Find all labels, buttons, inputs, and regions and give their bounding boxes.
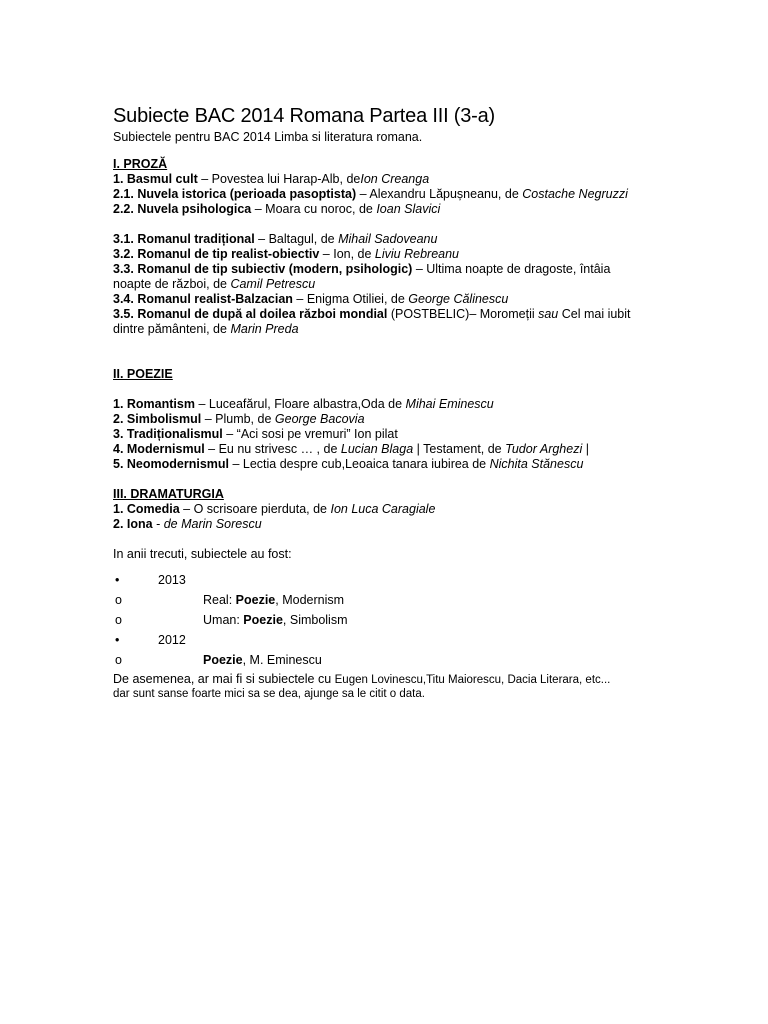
bullet-marker: • [115, 573, 120, 587]
dramaturgia-item: 1. Comedia – O scrisoare pierduta, de Ion Luca Caragiale [113, 502, 436, 516]
proza-item: 1. Basmul cult – Povestea lui Harap-Alb, deIon Creanga [113, 172, 430, 186]
list-item-year: • 2013 [113, 570, 733, 590]
dramaturgia-item: 2. Iona - de Marin Sorescu [113, 517, 262, 531]
page-title: Subiecte BAC 2014 Romana Partea III (3-a) [113, 105, 496, 127]
list-item-sub: o Real: Poezie, Modernism [113, 590, 733, 610]
sub-marker: o [115, 613, 122, 627]
proza-item: 3.2. Romanul de tip realist-obiectiv – Ion, de Liviu Rebreanu [113, 247, 460, 261]
bullet-marker: • [115, 633, 120, 647]
poezie-item: 4. Modernismul – Eu nu strivesc … , de Lucian Blaga | Testament, de Tudor Arghezi | [113, 442, 589, 456]
list-item-sub: o Poezie, M. Eminescu [113, 650, 733, 670]
section-heading-proza: I. PROZĂ [113, 157, 168, 171]
proza-item: 3.5. Romanul de după al doilea război mondial (POSTBELIC)– Moromeții sau Cel mai iubit dintre pământeni, de Marin Preda [113, 307, 631, 336]
proza-item: 2.1. Nuvela istorica (perioada pasoptista) – Alexandru Lăpușneanu, de Costache Negruzzi [113, 187, 628, 201]
page-subtitle: Subiectele pentru BAC 2014 Limba si literatura romana. [113, 130, 423, 144]
past-intro: In anii trecuti, subiectele au fost: [113, 547, 292, 561]
sub-marker: o [115, 653, 122, 667]
list-item-year: • 2012 [113, 630, 733, 650]
closing-paragraph: De asemenea, ar mai fi si subiectele cu Eugen Lovinescu,Titu Maiorescu, Dacia Literara, etc... dar sunt sanse foarte mici sa se dea, ajunge sa le citit o data. [113, 672, 611, 700]
proza-item: 2.2. Nuvela psihologica – Moara cu noroc, de Ioan Slavici [113, 202, 441, 216]
poezie-item: 5. Neomodernismul – Lectia despre cub,Leoaica tanara iubirea de Nichita Stănescu [113, 457, 584, 471]
proza-item: 3.1. Romanul tradițional – Baltagul, de Mihail Sadoveanu [113, 232, 438, 246]
proza-item: 3.3. Romanul de tip subiectiv (modern, psihologic) – Ultima noapte de dragoste, întâia noapte de război, de Camil Petrescu [113, 262, 611, 291]
section-heading-dramaturgia: III. DRAMATURGIA [113, 487, 224, 501]
poezie-item: 2. Simbolismul – Plumb, de George Bacovia [113, 412, 365, 426]
list-item-sub: o Uman: Poezie, Simbolism [113, 610, 733, 630]
sub-marker: o [115, 593, 122, 607]
poezie-item: 3. Tradiționalismul – “Aci sosi pe vremuri” Ion pilat [113, 427, 398, 441]
poezie-item: 1. Romantism – Luceafărul, Floare albastra,Oda de Mihai Eminescu [113, 397, 494, 411]
proza-item: 3.4. Romanul realist-Balzacian – Enigma Otiliei, de George Călinescu [113, 292, 509, 306]
section-heading-poezie: II. POEZIE [113, 367, 173, 381]
document-page [113, 103, 733, 701]
